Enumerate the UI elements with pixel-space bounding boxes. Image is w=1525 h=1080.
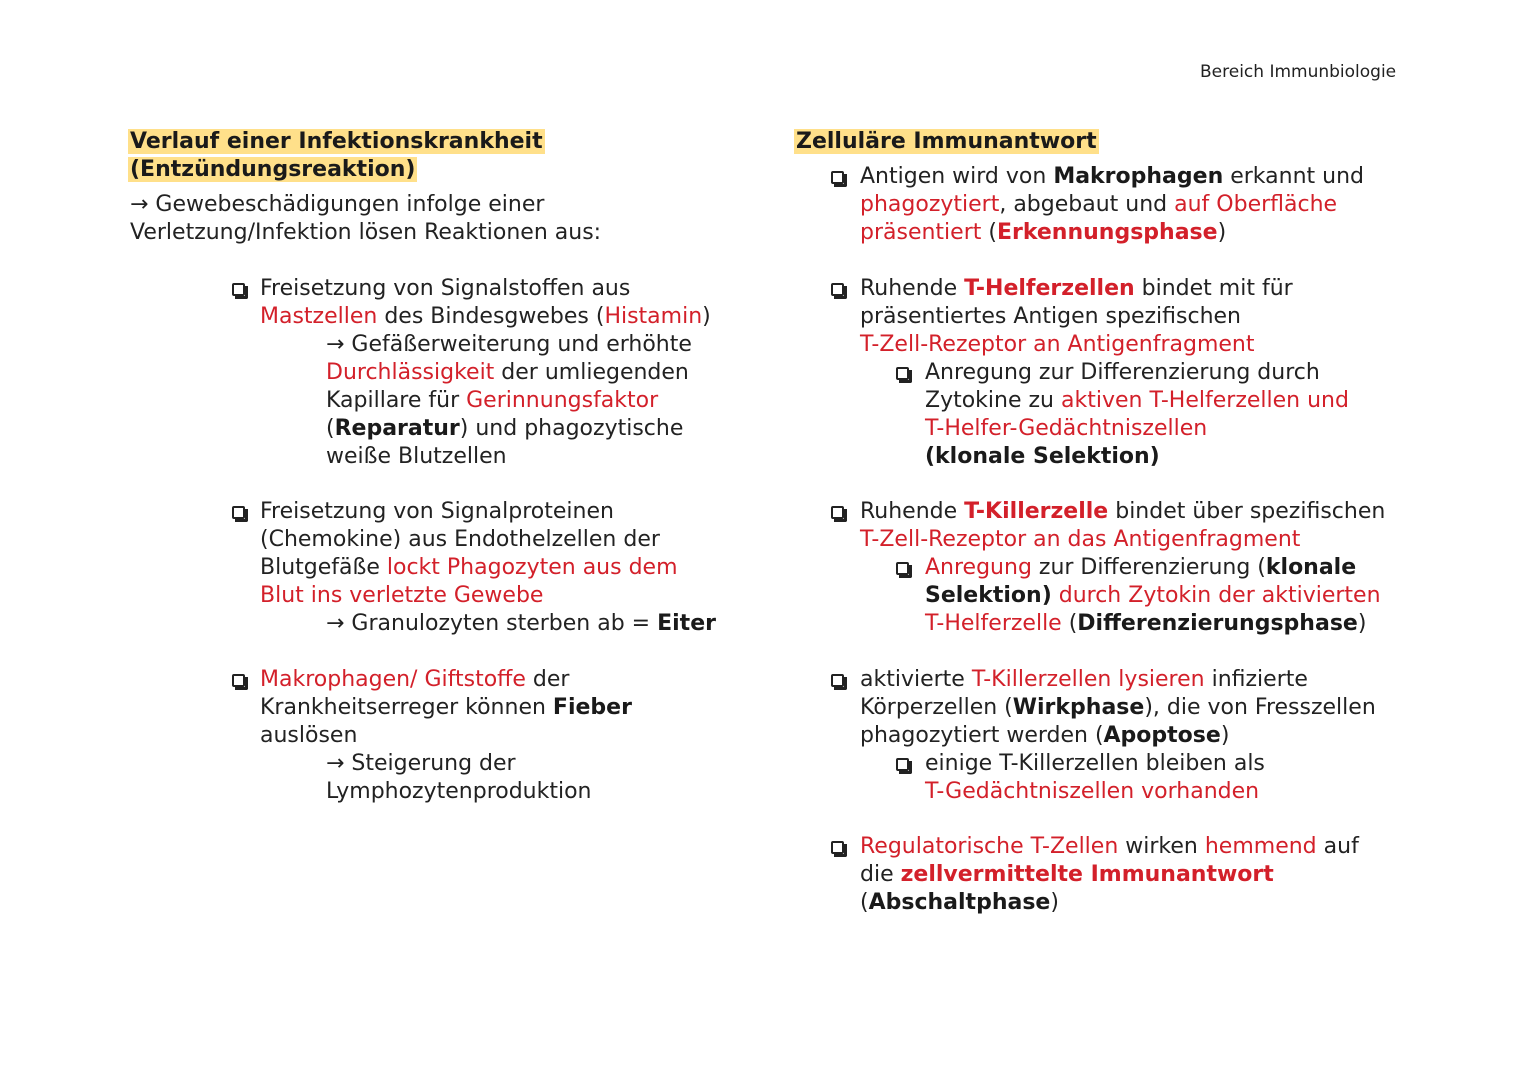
lb1-l2 [260,303,711,331]
rb5-l1c: hemmend [1204,834,1317,859]
left-title-2 [128,156,417,184]
lb1-s4b: Reparatur [334,416,460,441]
left-title [128,128,545,156]
rb5-l2b: zellvermittelte Immunantwort [900,862,1274,887]
rb4-l1b: T-Killerzellen lysieren [971,667,1205,692]
rb3-l1b: T-Killerzelle [964,499,1109,524]
lb3-l1b: der [525,667,570,692]
rb1-l3c: Erkennungsphase [996,220,1218,245]
rb3-s3a: T-Helferzelle [925,611,1062,636]
rb5-l3b: Abschaltphase [868,890,1051,915]
rb5-l1 [860,833,1359,861]
rb5-l2 [860,861,1274,889]
rb3-s1a: Anregung [925,555,1032,580]
lb1-s2b: der umliegenden [494,360,689,385]
lb3-l1 [260,666,569,694]
checkbox-icon [232,283,245,296]
checkbox-icon [232,506,245,519]
rb3-l1a: Ruhende [860,499,965,524]
lb3-s2: Lymphozytenproduktion [326,779,592,804]
rb4-l2b: Wirkphase [1012,695,1145,720]
right-title [794,128,1099,156]
checkbox-icon [896,562,909,575]
left-intro-2: Verletzung/Infektion lösen Reaktionen aus: [130,220,602,245]
left-intro-1: → Gewebeschädigungen infolge einer [130,192,545,217]
rb5-l3 [860,889,1059,917]
lb1-l2d: ) [702,304,711,329]
rb4-l3b: Apoptose [1103,723,1221,748]
rb1-l1 [860,163,1364,191]
checkbox-icon [831,171,844,184]
rb4-l2a: Körperzellen ( [860,695,1013,720]
rb3-s3d: ) [1357,611,1367,636]
lb1-s1: → Gefäßerweiterung und erhöhte [326,332,692,357]
lb3-l2b: Fieber [552,695,632,720]
lb1-s5: weiße Blutzellen [326,444,507,469]
rb3-s1 [925,554,1356,582]
rb2-s1: Anregung zur Differenzierung durch [925,360,1320,385]
rb1-l2b: , abgebaut und [999,192,1175,217]
lb3-l2a: Krankheitserreger können [260,695,553,720]
checkbox-icon [831,674,844,687]
rb4-l2 [860,694,1376,722]
lb2-l3 [260,554,678,582]
checkbox-icon [831,506,844,519]
rb4-l3c: ) [1220,723,1230,748]
rb1-l1b: Makrophagen [1053,164,1224,189]
rb3-l1 [860,498,1385,526]
checkbox-icon [831,841,844,854]
lb1-s2a: Durchlässigkeit [326,360,495,385]
lb1-s4 [326,415,683,443]
right-title-text: Zelluläre Immunantwort [796,129,1097,154]
lb1-s3a: Kapillare für [326,388,467,413]
lb1-s2 [326,359,689,387]
rb3-s1c: klonale [1265,555,1357,580]
rb2-s4: (klonale Selektion) [925,444,1160,469]
rb5-l3a: ( [860,890,869,915]
lb1-s4c: ) und phagozytische [459,416,684,441]
lb1-l1: Freisetzung von Signalstoffen aus [260,276,631,301]
left-title-line1: Verlauf einer Infektionskrankheit [130,129,543,154]
rb2-l2: präsentiertes Antigen spezifischen [860,304,1241,329]
rb5-l3c: ) [1050,890,1059,915]
rb4-l1a: aktivierte [860,667,972,692]
rb1-l3 [860,219,1226,247]
rb3-s3 [925,610,1366,638]
rb2-l1c: bindet mit für [1134,276,1293,301]
rb4-l3 [860,722,1229,750]
rb3-s2b: durch Zytokin der aktivierten [1051,583,1381,608]
rb4-l3a: phagozytiert werden ( [860,723,1104,748]
rb4-l1c: infizierte [1204,667,1308,692]
rb2-l3: T-Zell-Rezeptor an Antigenfragment [860,332,1255,357]
rb2-s2 [925,387,1349,415]
rb2-s3: T-Helfer-Gedächtniszellen [925,416,1208,441]
lb3-l1a: Makrophagen/ Giftstoffe [260,667,526,692]
left-title-line2: (Entzündungsreaktion) [130,157,416,182]
lb2-l2: (Chemokine) aus Endothelzellen der [260,527,660,552]
lb2-s1a: → Granulozyten sterben ab = [326,611,658,636]
lb1-l2b: des Bindesgwebes ( [377,304,605,329]
rb4-s1: einige T-Killerzellen bleiben als [925,751,1265,776]
lb1-s4a: ( [326,416,335,441]
lb3-l2 [260,694,632,722]
rb1-l3d: ) [1217,220,1227,245]
rb5-l1a: Regulatorische T-Zellen [860,834,1119,859]
rb2-s2a: Zytokine zu [925,388,1061,413]
rb2-l1 [860,275,1293,303]
checkbox-icon [896,367,909,380]
checkbox-icon [831,283,844,296]
rb1-l2 [860,191,1337,219]
lb2-l3b: lockt Phagozyten aus dem [386,555,678,580]
rb3-s3b: ( [1061,611,1078,636]
rb1-l3b: ( [981,220,997,245]
lb2-l3a: Blutgefäße [260,555,387,580]
rb2-s2b: aktiven T-Helferzellen und [1061,388,1349,413]
lb3-s1: → Steigerung der [326,751,516,776]
rb4-l2c: ), die von Fresszellen [1144,695,1376,720]
rb5-l1d: auf [1316,834,1359,859]
rb4-s2: T-Gedächtniszellen vorhanden [925,779,1260,804]
rb1-l2a: phagozytiert [860,192,1000,217]
rb1-l1a: Antigen wird von [860,164,1054,189]
rb3-s1b: zur Differenzierung ( [1031,555,1266,580]
rb1-l1c: erkannt und [1223,164,1364,189]
rb5-l1b: wirken [1118,834,1205,859]
lb2-s1 [326,610,716,638]
rb1-l2c: auf Oberfläche [1174,192,1338,217]
lb1-s3 [326,387,658,415]
rb2-l1b: T-Helferzellen [964,276,1135,301]
rb3-l2: T-Zell-Rezeptor an das Antigenfragment [860,527,1301,552]
section-label: Bereich Immunbiologie [1200,62,1397,82]
rb1-l3a: präsentiert [860,220,982,245]
lb2-s1b: Eiter [657,611,716,636]
rb3-l1c: bindet über spezifischen [1108,499,1386,524]
lb1-l2c: Histamin [604,304,703,329]
lb3-l3: auslösen [260,723,358,748]
rb5-l2a: die [860,862,901,887]
lb1-l2a: Mastzellen [260,304,378,329]
lb2-l1: Freisetzung von Signalproteinen [260,499,614,524]
lb2-l4: Blut ins verletzte Gewebe [260,583,544,608]
checkbox-icon [232,674,245,687]
checkbox-icon [896,758,909,771]
rb3-s2 [925,582,1381,610]
rb4-l1 [860,666,1308,694]
rb2-l1a: Ruhende [860,276,965,301]
lb1-s3b: Gerinnungsfaktor [466,388,659,413]
rb3-s2a: Selektion) [925,583,1052,608]
rb3-s3c: Differenzierungsphase [1077,611,1358,636]
